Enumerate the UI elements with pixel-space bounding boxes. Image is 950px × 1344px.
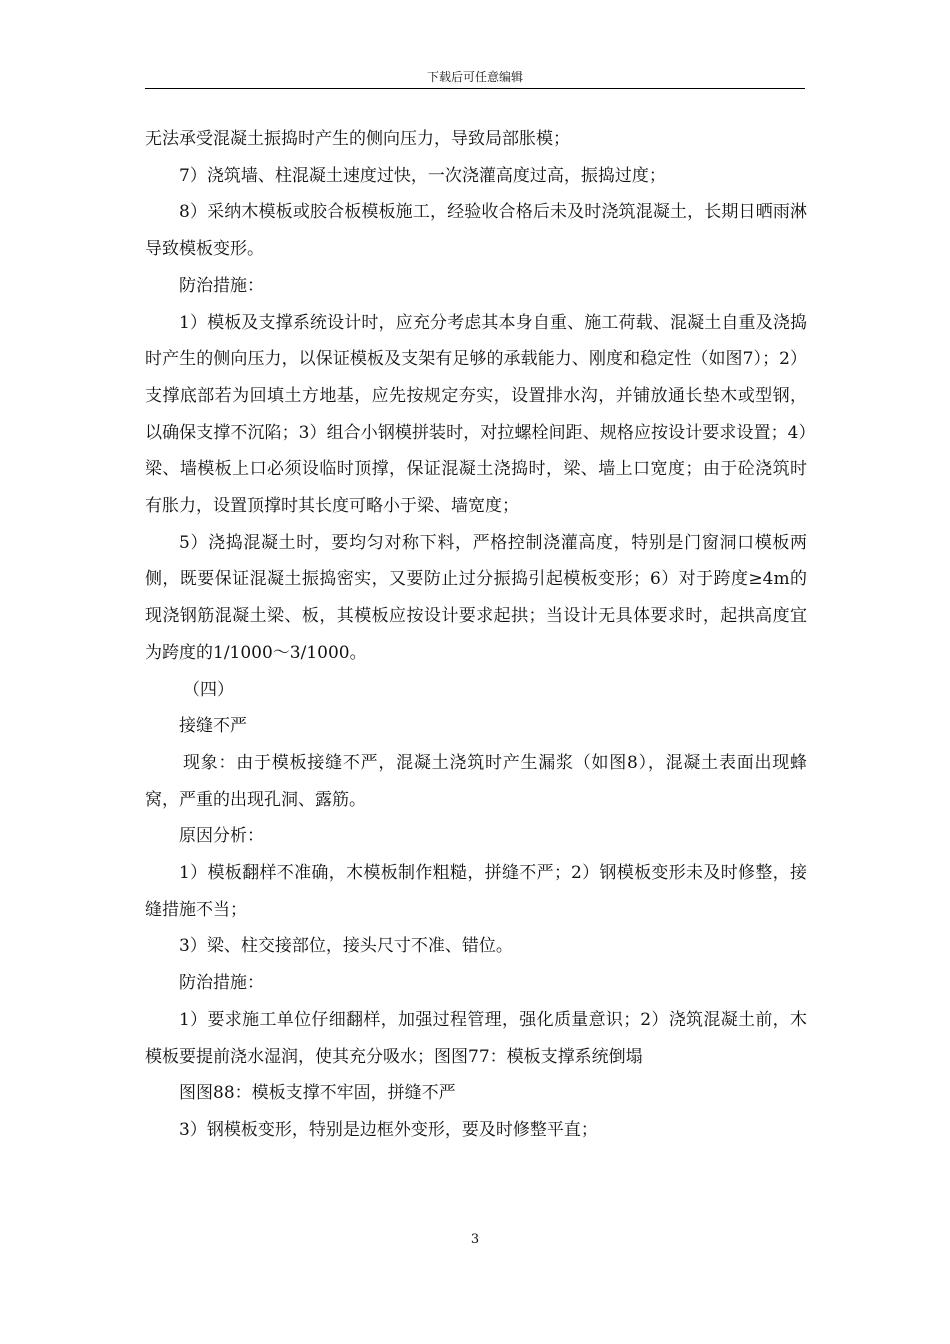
header-rule [145,88,805,89]
page-header: 下载后可任意编辑 [426,70,523,84]
paragraph: 1）模板翻样不准确，木模板制作粗糙，拼缝不严；2）钢模板变形未及时修整，接缝措施不当； [145,863,807,920]
section-heading: 防治措施： [179,973,264,994]
paragraph: 7）浇筑墙、柱混凝土速度过快，一次浇灌高度过高，振捣过度； [179,165,666,186]
figure-caption: 图图88：模板支撑不牢固，拼缝不严 [179,1083,456,1104]
section-heading: 原因分析： [179,826,264,847]
paragraph: 无法承受混凝土振捣时产生的侧向压力，导致局部胀模； [145,129,570,149]
paragraph: 3）钢模板变形，特别是边框外变形，要及时修整平直； [179,1119,598,1140]
paragraph: 3）梁、柱交接部位，接头尺寸不准、错位。 [179,936,513,957]
document-body [145,121,807,1149]
paragraph: 现象：由于模板接缝不严，混凝土浇筑时产生漏浆（如图8），混凝土表面出现蜂窝，严重的出现孔洞、露筋。 [145,752,807,810]
section-title: 接缝不严 [179,716,247,737]
paragraph: 1）要求施工单位仔细翻样，加强过程管理，强化质量意识；2）浇筑混凝土前，木模板要提前浇水湿润，使其充分吸水；图图77：模板支撑系统倒塌 [145,1009,807,1067]
section-heading: 防治措施： [179,275,264,296]
paragraph: 5）浇捣混凝土时，要均匀对称下料，严格控制浇灌高度，特别是门窗洞口模板两侧，既要保证混凝土振捣密实，又要防止过分振捣引起模板变形；6）对于跨度≥4m的现浇钢筋混凝土梁、板，其模板应按设计要求起拱；当设计无具体要求时，起拱高度宜为跨度的1/1000～3/1000。 [145,532,807,663]
paragraph: 1）模板及支撑系统设计时，应充分考虑其本身自重、施工荷载、混凝土自重及浇捣时产生的侧向压力，以保证模板及支架有足够的承载能力、刚度和稳定性（如图7）；2）支撑底部若为回填土方地基，应先按规定夯实，设置排水沟，并铺放通长垫木或型钢，以确保支撑不沉陷；3）组合小钢模拼装时，对拉螺栓间距、规格应按设计要求设置；4）梁、墙模板上口必须设临时顶撑，保证混凝土浇捣时，梁、墙上口宽度；由于砼浇筑时有胀力，设置顶撑时其长度可略小于梁、墙宽度； [145,312,807,517]
section-number: （四） [183,679,234,700]
paragraph: 8）采纳木模板或胶合板模板施工，经验收合格后未及时浇筑混凝土，长期日晒雨淋导致模板变形。 [145,202,807,260]
page-number: 3 [470,1232,480,1247]
